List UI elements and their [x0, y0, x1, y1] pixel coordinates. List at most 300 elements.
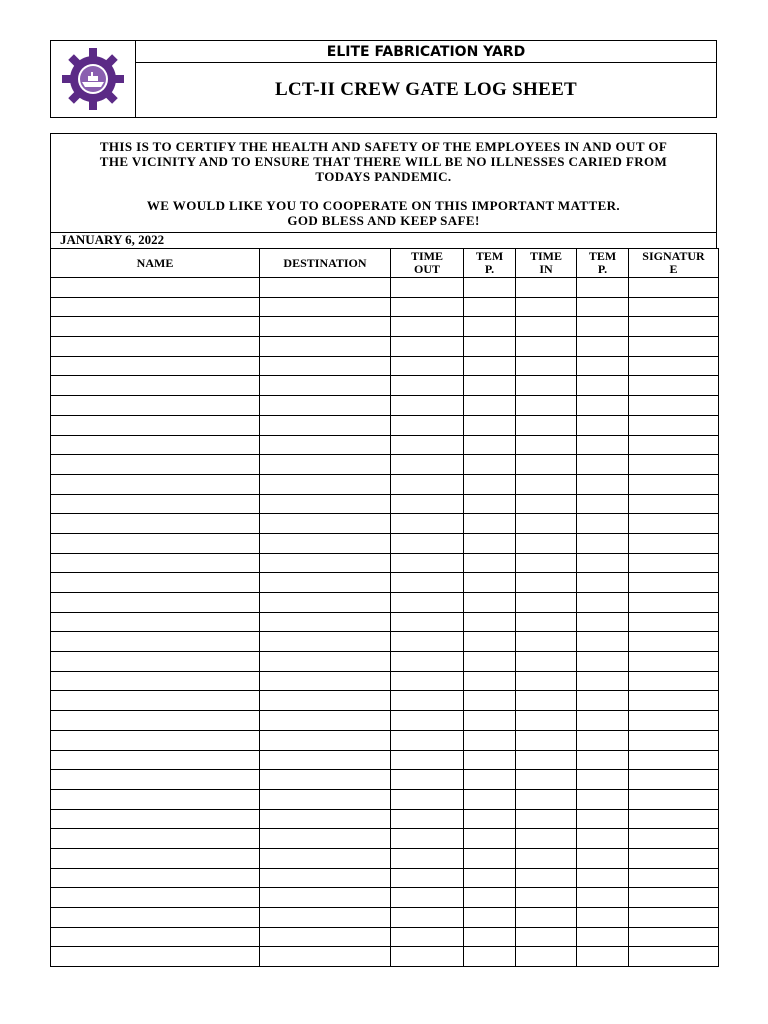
table-cell[interactable] [629, 829, 719, 849]
table-cell[interactable] [516, 868, 577, 888]
table-cell[interactable] [51, 691, 260, 711]
table-cell[interactable] [629, 730, 719, 750]
table-cell[interactable] [260, 396, 391, 416]
table-cell[interactable] [391, 396, 464, 416]
health-safety-notice [50, 133, 717, 233]
table-cell[interactable] [260, 356, 391, 376]
crew-log-table [50, 248, 719, 967]
table-cell[interactable] [51, 553, 260, 573]
table-cell[interactable] [464, 888, 516, 908]
table-cell[interactable] [577, 278, 629, 298]
table-row [51, 297, 719, 317]
column-header-time-out: TIME OUT [391, 249, 464, 278]
table-cell[interactable] [577, 337, 629, 357]
table-row [51, 533, 719, 553]
company-logo [51, 41, 136, 117]
column-header-temp-out: TEM P. [464, 249, 516, 278]
table-cell[interactable] [51, 908, 260, 928]
table-cell[interactable] [577, 396, 629, 416]
table-cell[interactable] [391, 848, 464, 868]
table-cell[interactable] [464, 809, 516, 829]
table-cell[interactable] [51, 612, 260, 632]
table-row [51, 809, 719, 829]
table-cell[interactable] [516, 829, 577, 849]
table-cell[interactable] [464, 573, 516, 593]
table-row [51, 317, 719, 337]
table-cell[interactable] [577, 494, 629, 514]
log-entries [51, 278, 719, 967]
table-cell[interactable] [51, 809, 260, 829]
table-cell[interactable] [577, 435, 629, 455]
table-cell[interactable] [260, 671, 391, 691]
table-cell[interactable] [464, 829, 516, 849]
table-cell[interactable] [391, 868, 464, 888]
table-cell[interactable] [391, 770, 464, 790]
table-cell[interactable] [516, 750, 577, 770]
table-cell[interactable] [260, 278, 391, 298]
table-cell[interactable] [260, 573, 391, 593]
table-cell[interactable] [516, 337, 577, 357]
table-cell[interactable] [391, 671, 464, 691]
table-cell[interactable] [516, 455, 577, 475]
table-cell[interactable] [260, 455, 391, 475]
table-cell[interactable] [516, 927, 577, 947]
table-cell[interactable] [391, 750, 464, 770]
table-cell[interactable] [516, 809, 577, 829]
table-cell[interactable] [51, 848, 260, 868]
table-cell[interactable] [464, 671, 516, 691]
column-header-temp-in: TEM P. [577, 249, 629, 278]
table-cell[interactable] [464, 612, 516, 632]
table-row [51, 376, 719, 396]
table-cell[interactable] [51, 337, 260, 357]
table-row [51, 789, 719, 809]
table-cell[interactable] [629, 848, 719, 868]
table-cell[interactable] [260, 415, 391, 435]
table-cell[interactable] [391, 297, 464, 317]
table-cell[interactable] [629, 809, 719, 829]
table-cell[interactable] [516, 278, 577, 298]
table-cell[interactable] [516, 415, 577, 435]
table-cell[interactable] [464, 278, 516, 298]
table-cell[interactable] [516, 770, 577, 790]
table-cell[interactable] [391, 356, 464, 376]
table-cell[interactable] [260, 593, 391, 613]
table-cell[interactable] [464, 474, 516, 494]
table-cell[interactable] [629, 455, 719, 475]
table-cell[interactable] [51, 927, 260, 947]
table-cell[interactable] [260, 888, 391, 908]
table-cell[interactable] [464, 730, 516, 750]
table-cell[interactable] [51, 593, 260, 613]
table-cell[interactable] [464, 908, 516, 928]
table-cell[interactable] [391, 553, 464, 573]
table-cell[interactable] [464, 868, 516, 888]
table-cell[interactable] [516, 888, 577, 908]
table-cell[interactable] [260, 376, 391, 396]
table-cell[interactable] [51, 356, 260, 376]
table-cell[interactable] [464, 711, 516, 731]
table-cell[interactable] [577, 848, 629, 868]
table-cell[interactable] [577, 415, 629, 435]
table-cell[interactable] [577, 514, 629, 534]
table-row [51, 770, 719, 790]
notice-line: GOD BLESS AND KEEP SAFE! [287, 213, 480, 228]
table-cell[interactable] [260, 494, 391, 514]
table-cell[interactable] [51, 671, 260, 691]
table-cell[interactable] [391, 376, 464, 396]
table-cell[interactable] [464, 337, 516, 357]
table-cell[interactable] [391, 730, 464, 750]
table-cell[interactable] [260, 474, 391, 494]
table-cell[interactable] [260, 809, 391, 829]
table-cell[interactable] [391, 474, 464, 494]
table-cell[interactable] [464, 376, 516, 396]
table-cell[interactable] [516, 297, 577, 317]
table-cell[interactable] [577, 770, 629, 790]
table-cell[interactable] [260, 789, 391, 809]
table-cell[interactable] [260, 533, 391, 553]
table-cell[interactable] [464, 396, 516, 416]
table-cell[interactable] [51, 455, 260, 475]
table-cell[interactable] [629, 947, 719, 967]
table-cell[interactable] [577, 533, 629, 553]
table-cell[interactable] [629, 415, 719, 435]
table-cell[interactable] [464, 770, 516, 790]
table-cell[interactable] [577, 730, 629, 750]
table-cell[interactable] [51, 435, 260, 455]
table-cell[interactable] [577, 356, 629, 376]
table-cell[interactable] [577, 868, 629, 888]
table-cell[interactable] [391, 691, 464, 711]
table-cell[interactable] [629, 593, 719, 613]
table-cell[interactable] [629, 278, 719, 298]
document-header [50, 40, 717, 118]
table-cell[interactable] [629, 553, 719, 573]
table-cell[interactable] [629, 297, 719, 317]
table-cell[interactable] [629, 612, 719, 632]
table-cell[interactable] [260, 652, 391, 672]
table-cell[interactable] [464, 356, 516, 376]
table-cell[interactable] [516, 356, 577, 376]
table-cell[interactable] [51, 652, 260, 672]
column-header-signature: SIGNATUR E [629, 249, 719, 278]
table-row [51, 474, 719, 494]
table-cell[interactable] [51, 533, 260, 553]
table-cell[interactable] [516, 553, 577, 573]
table-cell[interactable] [51, 789, 260, 809]
table-cell[interactable] [577, 612, 629, 632]
table-cell[interactable] [577, 593, 629, 613]
table-cell[interactable] [260, 632, 391, 652]
table-cell[interactable] [260, 730, 391, 750]
table-cell[interactable] [464, 494, 516, 514]
table-row [51, 356, 719, 376]
table-cell[interactable] [391, 573, 464, 593]
table-cell[interactable] [629, 868, 719, 888]
table-cell[interactable] [391, 789, 464, 809]
table-cell[interactable] [391, 652, 464, 672]
table-cell[interactable] [464, 435, 516, 455]
table-cell[interactable] [391, 317, 464, 337]
table-row [51, 514, 719, 534]
table-row [51, 415, 719, 435]
table-cell[interactable] [51, 770, 260, 790]
table-cell[interactable] [629, 671, 719, 691]
table-header-row [51, 249, 719, 278]
table-cell[interactable] [391, 927, 464, 947]
table-cell[interactable] [464, 632, 516, 652]
table-cell[interactable] [629, 652, 719, 672]
table-cell[interactable] [391, 612, 464, 632]
table-row [51, 337, 719, 357]
table-cell[interactable] [464, 947, 516, 967]
table-cell[interactable] [629, 317, 719, 337]
table-cell[interactable] [391, 908, 464, 928]
table-cell[interactable] [629, 337, 719, 357]
table-cell[interactable] [516, 396, 577, 416]
table-cell[interactable] [260, 317, 391, 337]
notice-line: WE WOULD LIKE YOU TO COOPERATE ON THIS IMPORTANT MATTER. [146, 198, 621, 213]
table-cell[interactable] [391, 415, 464, 435]
table-cell[interactable] [260, 711, 391, 731]
table-cell[interactable] [464, 652, 516, 672]
table-cell[interactable] [516, 947, 577, 967]
table-cell[interactable] [464, 415, 516, 435]
table-cell[interactable] [516, 593, 577, 613]
table-cell[interactable] [577, 908, 629, 928]
table-cell[interactable] [464, 553, 516, 573]
table-cell[interactable] [577, 691, 629, 711]
table-cell[interactable] [629, 927, 719, 947]
table-cell[interactable] [516, 514, 577, 534]
table-cell[interactable] [391, 533, 464, 553]
table-cell[interactable] [629, 435, 719, 455]
table-cell[interactable] [51, 514, 260, 534]
column-header-destination: DESTINATION [260, 249, 391, 278]
table-cell[interactable] [629, 474, 719, 494]
table-cell[interactable] [391, 809, 464, 829]
table-cell[interactable] [629, 356, 719, 376]
table-cell[interactable] [516, 908, 577, 928]
table-cell[interactable] [464, 691, 516, 711]
table-row [51, 652, 719, 672]
table-cell[interactable] [629, 494, 719, 514]
table-cell[interactable] [577, 652, 629, 672]
table-row [51, 278, 719, 298]
table-cell[interactable] [51, 494, 260, 514]
notice-line: THE VICINITY AND TO ENSURE THAT THERE WILL BE NO ILLNESSES CARIED FROM [99, 154, 668, 169]
notice-line: THIS IS TO CERTIFY THE HEALTH AND SAFETY OF THE EMPLOYEES IN AND OUT OF [99, 139, 668, 154]
notice-line: TODAYS PANDEMIC. [315, 169, 452, 184]
log-date: JANUARY 6, 2022 [50, 232, 717, 249]
table-cell[interactable] [51, 750, 260, 770]
table-cell[interactable] [391, 455, 464, 475]
table-cell[interactable] [51, 632, 260, 652]
table-cell[interactable] [577, 317, 629, 337]
table-row [51, 829, 719, 849]
table-cell[interactable] [391, 947, 464, 967]
table-row [51, 888, 719, 908]
table-cell[interactable] [516, 612, 577, 632]
table-cell[interactable] [464, 514, 516, 534]
table-row [51, 573, 719, 593]
table-cell[interactable] [51, 297, 260, 317]
table-cell[interactable] [260, 691, 391, 711]
table-cell[interactable] [51, 278, 260, 298]
table-cell[interactable] [51, 730, 260, 750]
table-cell[interactable] [516, 376, 577, 396]
table-cell[interactable] [51, 474, 260, 494]
table-cell[interactable] [516, 691, 577, 711]
table-cell[interactable] [51, 868, 260, 888]
table-cell[interactable] [464, 789, 516, 809]
table-cell[interactable] [577, 553, 629, 573]
table-cell[interactable] [51, 711, 260, 731]
table-cell[interactable] [51, 888, 260, 908]
table-cell[interactable] [260, 514, 391, 534]
table-cell[interactable] [391, 888, 464, 908]
table-cell[interactable] [260, 612, 391, 632]
table-row [51, 848, 719, 868]
table-cell[interactable] [260, 829, 391, 849]
table-row [51, 730, 719, 750]
table-row [51, 455, 719, 475]
table-row [51, 612, 719, 632]
gear-ship-logo-icon [61, 47, 125, 111]
table-cell[interactable] [391, 435, 464, 455]
table-cell[interactable] [516, 848, 577, 868]
table-cell[interactable] [577, 455, 629, 475]
table-cell[interactable] [516, 533, 577, 553]
table-cell[interactable] [51, 829, 260, 849]
table-cell[interactable] [516, 474, 577, 494]
table-row [51, 632, 719, 652]
table-cell[interactable] [577, 809, 629, 829]
table-cell[interactable] [391, 593, 464, 613]
table-cell[interactable] [260, 337, 391, 357]
table-cell[interactable] [391, 514, 464, 534]
table-cell[interactable] [260, 848, 391, 868]
table-cell[interactable] [260, 908, 391, 928]
table-row [51, 691, 719, 711]
table-cell[interactable] [629, 573, 719, 593]
table-cell[interactable] [464, 533, 516, 553]
table-cell[interactable] [629, 750, 719, 770]
table-cell[interactable] [51, 415, 260, 435]
table-row [51, 711, 719, 731]
sheet-title: LCT-II CREW GATE LOG SHEET [274, 79, 578, 100]
table-cell[interactable] [577, 671, 629, 691]
table-cell[interactable] [629, 789, 719, 809]
table-cell[interactable] [629, 514, 719, 534]
table-cell[interactable] [51, 396, 260, 416]
table-cell[interactable] [464, 593, 516, 613]
table-cell[interactable] [577, 829, 629, 849]
table-cell[interactable] [577, 711, 629, 731]
table-row [51, 671, 719, 691]
table-row [51, 750, 719, 770]
table-cell[interactable] [577, 573, 629, 593]
table-cell[interactable] [391, 337, 464, 357]
table-cell[interactable] [516, 730, 577, 750]
table-cell[interactable] [629, 770, 719, 790]
table-cell[interactable] [629, 711, 719, 731]
table-cell[interactable] [464, 317, 516, 337]
column-header-name: NAME [51, 249, 260, 278]
table-cell[interactable] [516, 317, 577, 337]
table-cell[interactable] [577, 632, 629, 652]
column-header-time-in: TIME IN [516, 249, 577, 278]
table-cell[interactable] [464, 297, 516, 317]
table-cell[interactable] [464, 848, 516, 868]
table-cell[interactable] [516, 671, 577, 691]
table-cell[interactable] [391, 632, 464, 652]
table-cell[interactable] [260, 868, 391, 888]
table-cell[interactable] [629, 908, 719, 928]
table-cell[interactable] [51, 317, 260, 337]
table-row [51, 908, 719, 928]
table-row [51, 927, 719, 947]
table-row [51, 947, 719, 967]
table-cell[interactable] [516, 652, 577, 672]
table-cell[interactable] [51, 947, 260, 967]
table-cell[interactable] [577, 927, 629, 947]
table-cell[interactable] [51, 573, 260, 593]
table-cell[interactable] [577, 888, 629, 908]
table-cell[interactable] [260, 297, 391, 317]
table-cell[interactable] [629, 396, 719, 416]
table-cell[interactable] [629, 376, 719, 396]
table-row [51, 396, 719, 416]
table-cell[interactable] [516, 711, 577, 731]
table-cell[interactable] [629, 632, 719, 652]
table-row [51, 868, 719, 888]
table-cell[interactable] [260, 435, 391, 455]
table-cell[interactable] [391, 829, 464, 849]
table-cell[interactable] [577, 297, 629, 317]
table-cell[interactable] [51, 376, 260, 396]
table-cell[interactable] [577, 376, 629, 396]
table-cell[interactable] [629, 691, 719, 711]
table-row [51, 593, 719, 613]
table-cell[interactable] [516, 494, 577, 514]
table-row [51, 494, 719, 514]
table-cell[interactable] [464, 750, 516, 770]
table-cell[interactable] [629, 533, 719, 553]
table-cell[interactable] [577, 474, 629, 494]
table-cell[interactable] [260, 927, 391, 947]
table-cell[interactable] [516, 435, 577, 455]
table-cell[interactable] [577, 750, 629, 770]
table-cell[interactable] [577, 789, 629, 809]
table-cell[interactable] [391, 711, 464, 731]
table-cell[interactable] [516, 573, 577, 593]
table-cell[interactable] [516, 632, 577, 652]
table-cell[interactable] [629, 888, 719, 908]
table-cell[interactable] [464, 927, 516, 947]
table-cell[interactable] [391, 278, 464, 298]
table-cell[interactable] [260, 770, 391, 790]
table-cell[interactable] [260, 947, 391, 967]
table-cell[interactable] [260, 553, 391, 573]
table-cell[interactable] [516, 789, 577, 809]
table-cell[interactable] [464, 455, 516, 475]
table-cell[interactable] [260, 750, 391, 770]
table-cell[interactable] [391, 494, 464, 514]
table-cell[interactable] [577, 947, 629, 967]
company-name: ELITE FABRICATION YARD [136, 41, 716, 63]
